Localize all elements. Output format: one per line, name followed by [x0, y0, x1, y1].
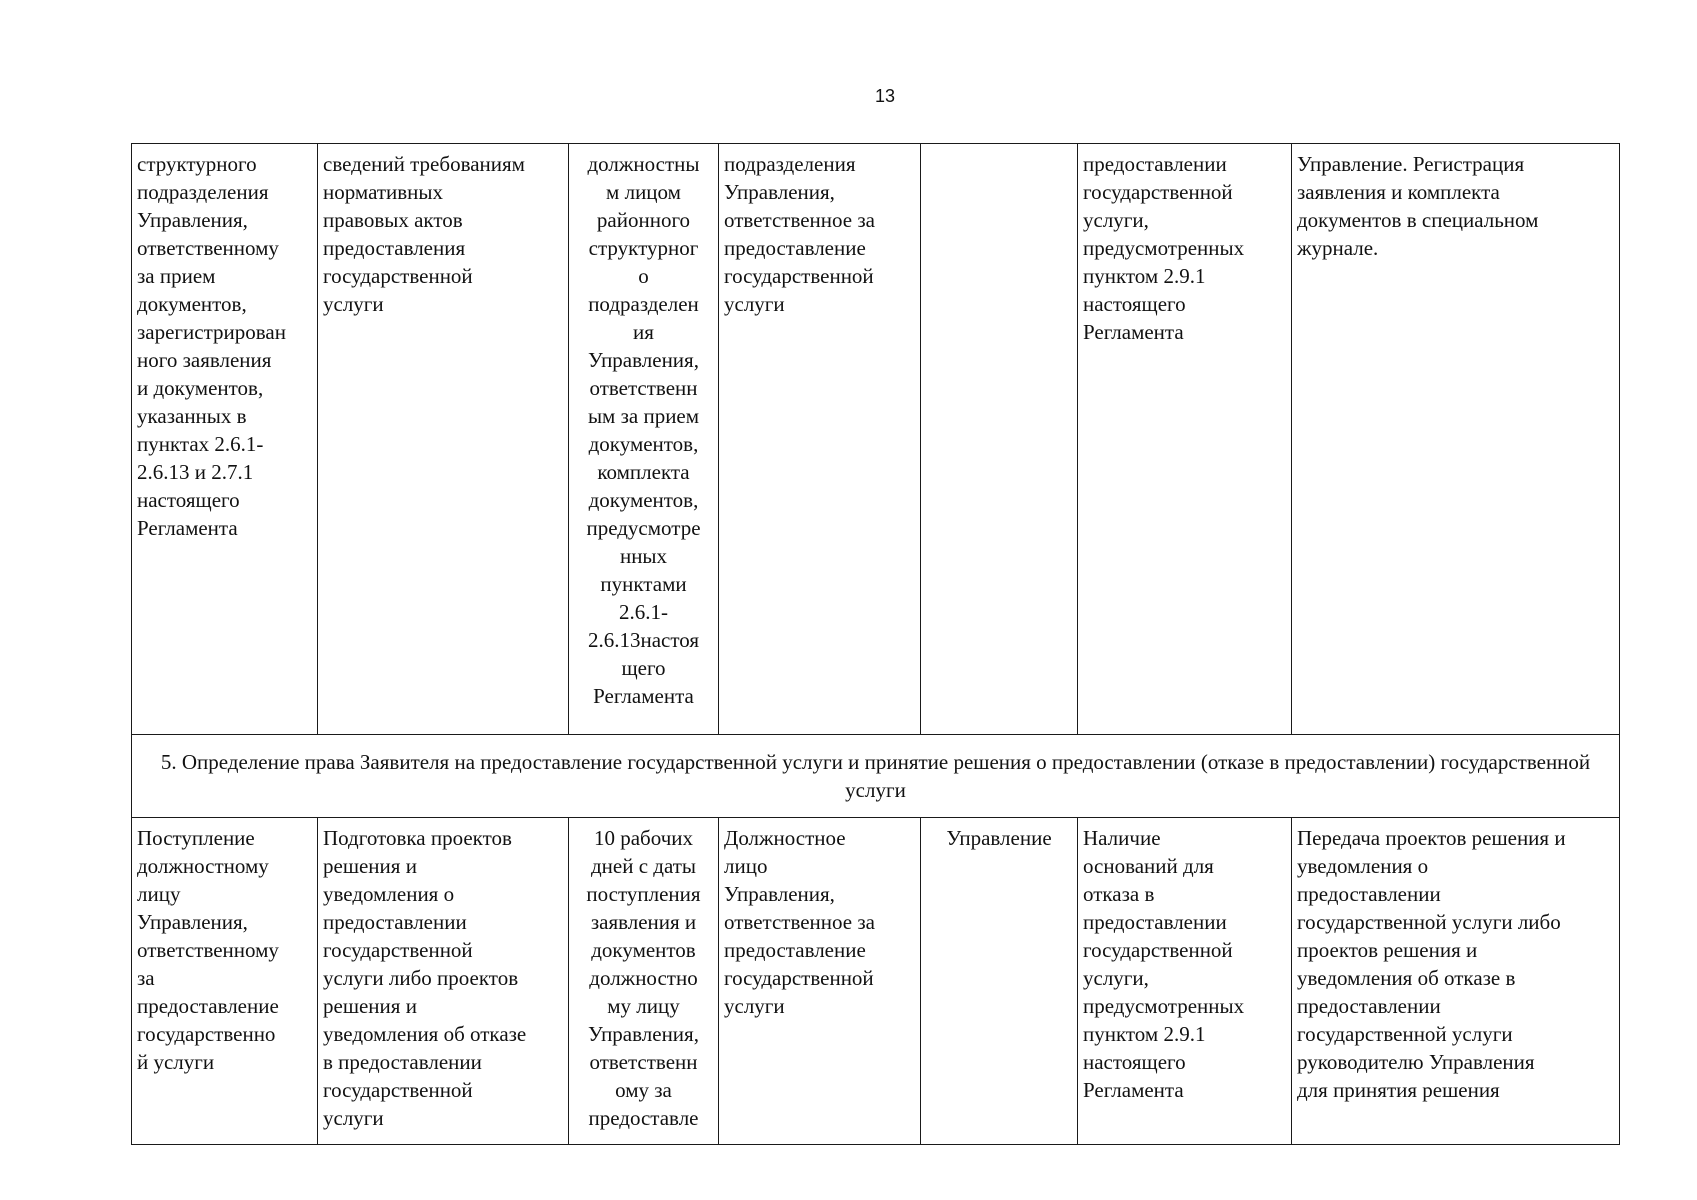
table-cell: Управление. Регистрация заявления и комплекта документов в специальном журнале.	[1292, 144, 1620, 735]
table-cell: 10 рабочих дней с даты поступления заявления и документов должностно му лицу Управления, ответственн ому за предоставле	[569, 818, 719, 1145]
table-row	[132, 818, 1620, 1145]
table-cell: Подготовка проектов решения и уведомления о предоставлении государственной услуги либо проектов решения и уведомления об отказе в предоставлении государственной услуги	[318, 818, 569, 1145]
table-cell: подразделения Управления, ответственное за предоставление государственной услуги	[719, 144, 921, 735]
table-cell: должностны м лицом районного структурног о подразделен ия Управления, ответственн ым за прием документов, комплекта документов, предусмотре нных пунктами 2.6.1- 2.6.13настоя щего Регламента	[569, 144, 719, 735]
table-cell: предоставлении государственной услуги, предусмотренных пунктом 2.9.1 настоящего Регламента	[1078, 144, 1292, 735]
section-header: 5. Определение права Заявителя на предоставление государственной услуги и принятие решения о предоставлении (отказе в предоставлении) государственной услуги	[132, 735, 1620, 818]
table-cell: Управление	[921, 818, 1078, 1145]
table-row	[132, 144, 1620, 735]
table-cell: Должностное лицо Управления, ответственное за предоставление государственной услуги	[719, 818, 921, 1145]
table-cell: Наличие оснований для отказа в предоставлении государственной услуги, предусмотренных пунктом 2.9.1 настоящего Регламента	[1078, 818, 1292, 1145]
table-cell: Передача проектов решения и уведомления о предоставлении государственной услуги либо проектов решения и уведомления об отказе в предоставлении государственной услуги руководителю Управления для принятия решения	[1292, 818, 1620, 1145]
page-number: 13	[874, 86, 896, 106]
table-cell	[921, 144, 1078, 735]
regulation-table	[131, 143, 1620, 1145]
table-cell: структурного подразделения Управления, ответственному за прием документов, зарегистрирован ного заявления и документов, указанных в пунктах 2.6.1- 2.6.13 и 2.7.1 настоящего Регламента	[132, 144, 318, 735]
table-cell: сведений требованиям нормативных правовых актов предоставления государственной услуги	[318, 144, 569, 735]
section-header-row	[132, 735, 1620, 818]
table-cell: Поступление должностному лицу Управления, ответственному за предоставление государственно й услуги	[132, 818, 318, 1145]
